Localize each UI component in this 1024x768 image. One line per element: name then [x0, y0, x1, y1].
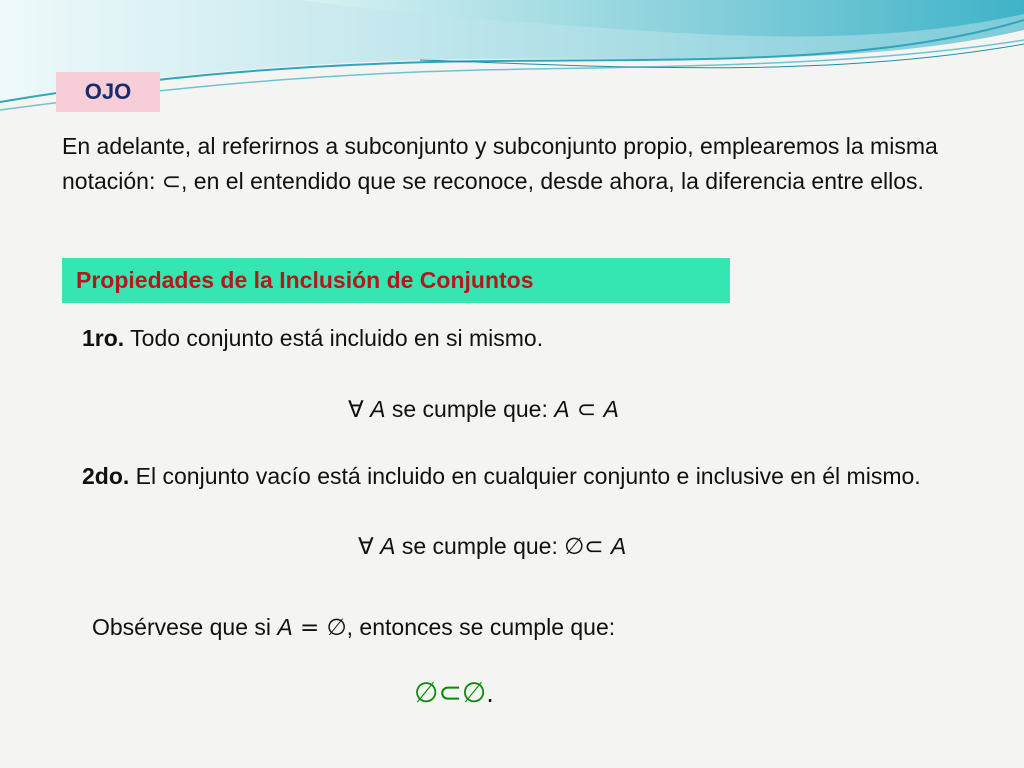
- set-a: A: [603, 396, 619, 422]
- forall-symbol: ∀: [348, 397, 364, 423]
- property-2: [82, 460, 982, 493]
- subset-symbol: ⊂: [569, 397, 604, 423]
- formula-text: se cumple que:: [395, 533, 565, 559]
- property-1-formula: [348, 396, 619, 423]
- subset-symbol: ⊂: [161, 169, 182, 195]
- ojo-label: [56, 72, 160, 112]
- set-a: A: [370, 396, 386, 422]
- property-1-number: 1ro.: [82, 325, 125, 351]
- set-a: A: [554, 396, 570, 422]
- property-1-text: Todo conjunto está incluido en si mismo.: [124, 325, 544, 351]
- property-1: [82, 325, 543, 352]
- property-2-text: El conjunto vacío está incluido en cualquier conjunto e inclusive en él mismo.: [129, 463, 921, 489]
- empty-subset-empty: ∅⊂∅: [414, 676, 487, 709]
- set-a: A: [277, 614, 293, 640]
- result-formula: [414, 676, 494, 709]
- forall-symbol: ∀: [358, 534, 374, 560]
- section-title: Propiedades de la Inclusión de Conjuntos: [76, 267, 534, 293]
- observation-text-1: Obsérvese que si: [92, 614, 278, 640]
- property-2-formula: [358, 533, 626, 560]
- observation-text-2: , entonces se cumple que:: [346, 614, 616, 640]
- ojo-text: OJO: [84, 79, 132, 104]
- intro-text-1: En adelante, al referirnos a subconjunto y subconjunto propio, emplearemos la misma notación:: [62, 133, 938, 194]
- intro-text-2: , en el entendido que se reconoce, desde ahora, la diferencia entre ellos.: [181, 168, 924, 194]
- intro-paragraph: [62, 129, 962, 200]
- formula-text: se cumple que:: [385, 396, 555, 422]
- set-a: A: [610, 533, 627, 559]
- subset-symbol: ⊂: [584, 534, 611, 560]
- empty-set-symbol: ∅: [564, 534, 585, 560]
- section-title-box: [62, 258, 730, 303]
- equals-empty: = ∅: [292, 615, 347, 641]
- observation: [92, 614, 615, 641]
- set-a: A: [380, 533, 396, 559]
- result-dot: .: [486, 680, 494, 708]
- property-2-number: 2do.: [82, 463, 130, 489]
